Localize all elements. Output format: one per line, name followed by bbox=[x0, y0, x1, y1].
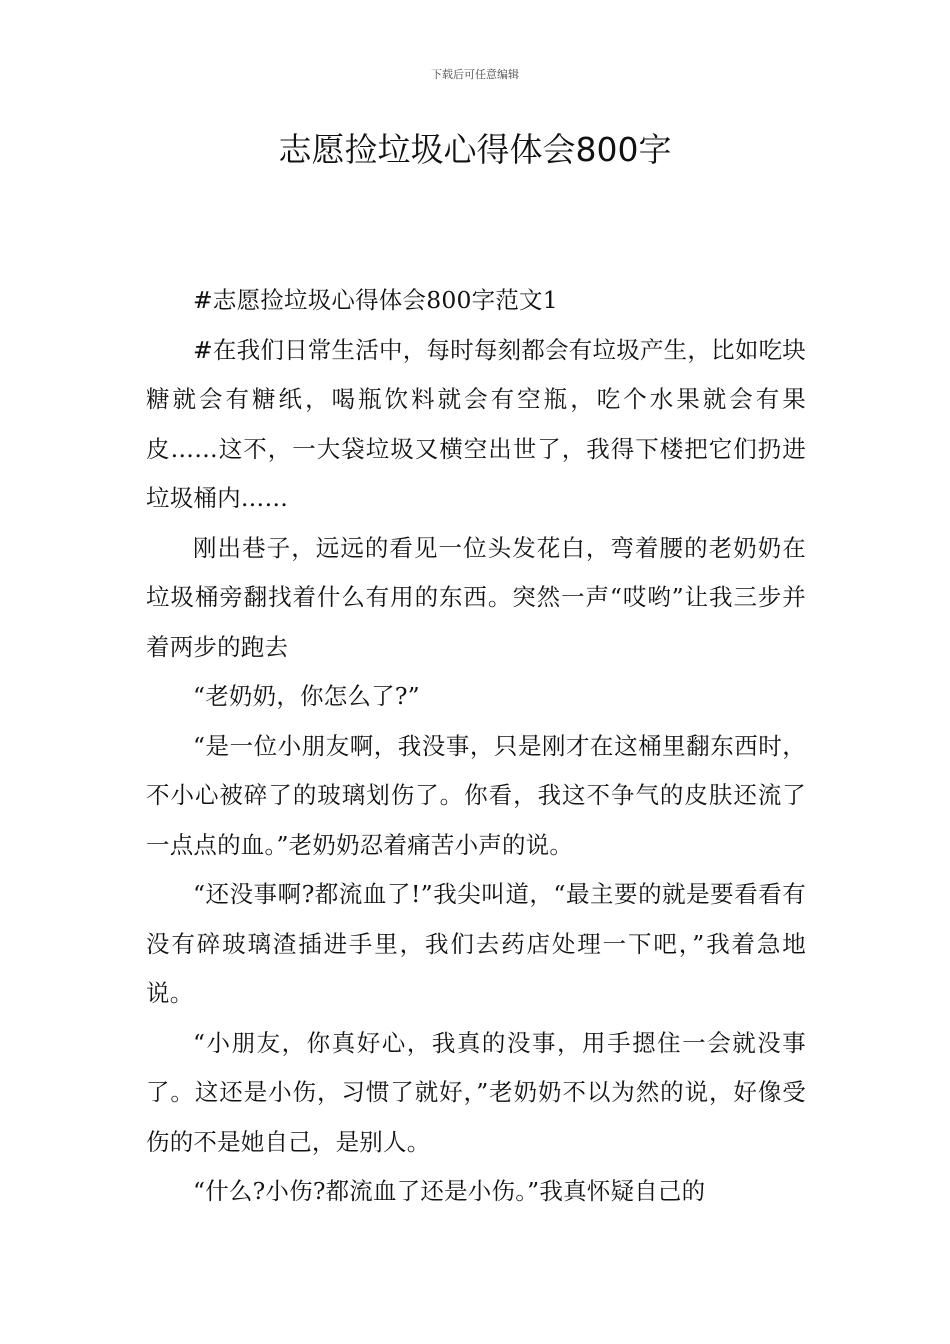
paragraph: “还没事啊?都流血了!”我尖叫道，“最主要的就是要看看有没有碎玻璃渣插进手里，我们去药店处理一下吧，”我着急地说。 bbox=[146, 880, 806, 1007]
document-body bbox=[146, 276, 806, 1217]
paragraph-heading: #志愿捡垃圾心得体会800字范文1 bbox=[193, 286, 558, 314]
paragraph: “是一位小朋友啊，我没事，只是刚才在这桶里翻东西时，不小心被碎了的玻璃划伤了。你看，我这不争气的皮肤还流了一点点的血。”老奶奶忍着痛苦小声的说。 bbox=[146, 731, 806, 859]
document-title: 志愿捡垃圾心得体会800字 bbox=[278, 130, 672, 169]
page-header-note: 下载后可任意编辑 bbox=[431, 68, 519, 81]
paragraph: “什么?小伤?都流血了还是小伤。”我真怀疑自己的 bbox=[193, 1177, 706, 1205]
paragraph: #在我们日常生活中，每时每刻都会有垃圾产生，比如吃块糖就会有糖纸，喝瓶饮料就会有空瓶，吃个水果就会有果皮……这不，一大袋垃圾又横空出世了，我得下楼把它们扔进垃圾桶内…… bbox=[146, 335, 806, 512]
paragraph: “老奶奶，你怎么了?” bbox=[193, 682, 420, 710]
paragraph: 刚出巷子，远远的看见一位头发花白，弯着腰的老奶奶在垃圾桶旁翻找着什么有用的东西。突然一声“哎哟”让我三步并着两步的跑去 bbox=[146, 533, 806, 661]
paragraph: “小朋友，你真好心，我真的没事，用手摁住一会就没事了。这还是小伤，习惯了就好，”老奶奶不以为然的说，好像受伤的不是她自己，是别人。 bbox=[146, 1028, 806, 1156]
